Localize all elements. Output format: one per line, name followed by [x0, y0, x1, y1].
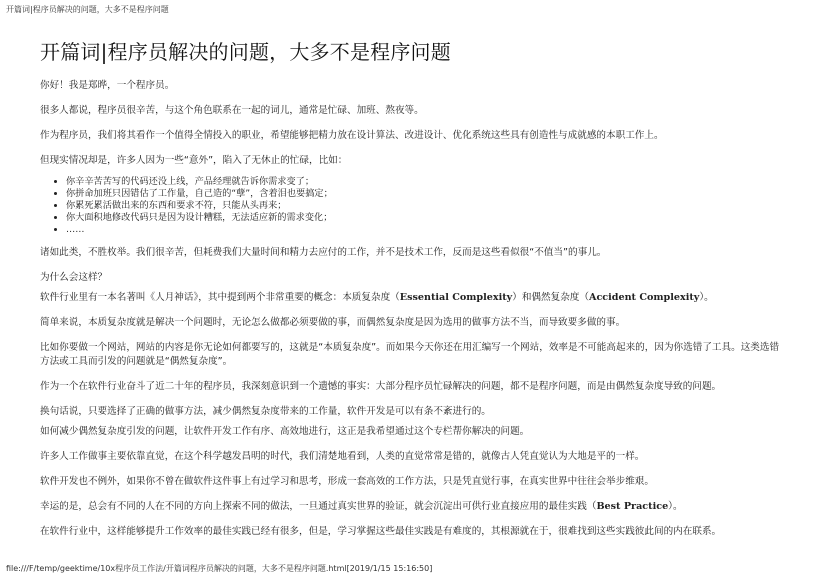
- paragraph-simple: 简单来说，本质复杂度就是解决一个问题时，无论怎么做都必须要做的事，而偶然复杂度是因为选用的做事方法不当，而导致要多做的事。: [40, 317, 626, 328]
- text-segment: ）和偶然复杂度（: [512, 292, 589, 303]
- paragraph-example: 比如你要做一个网站，网站的内容是你无论如何都要写的，这就是“本质复杂度”。而如果今天你还在用汇编写一个网站，效率是不可能高起来的，因为你选错了工具。这类选错方法或工具而引发的问题就是“偶然复杂度”。: [40, 342, 780, 367]
- list-item: • 你拼命加班只因错估了工作量，自己造的“孽”，含着泪也要搞定；: [66, 188, 780, 200]
- paragraph-how: 如何减少偶然复杂度引发的问题，让软件开发工作有序、高效地进行，这正是我希望通过这个专栏帮你解决的问题。: [40, 426, 530, 437]
- paragraph-lucky: [40, 500, 780, 514]
- text-segment: 幸运的是，总会有不同的人在不同的方向上探索不同的做法，一旦通过真实世界的验证，就会沉淀出可供行业直接应用的最佳实践（: [40, 501, 597, 512]
- article-title: 开篇词|程序员解决的问题，大多不是程序问题: [40, 40, 451, 64]
- text-segment: 软件行业里有一本名著叫《人月神话》，其中提到两个非常重要的概念：本质复杂度（: [40, 292, 400, 303]
- paragraph-industry: 在软件行业中，这样能够提升工作效率的最佳实践已经有很多，但是，学习掌握这些最佳实践是有难度的，其根源就在于，很难找到这些实践彼此间的内在联系。: [40, 526, 722, 537]
- list-item: • 你累死累活做出来的东西和要求不符，只能从头再来；: [66, 200, 780, 212]
- paragraph-reality: 但现实情况却是，许多人因为一些“意外”，陷入了无休止的忙碌，比如：: [40, 155, 348, 166]
- paragraph-dev-same: 软件开发也不例外，如果你不曾在做软件这件事上有过学习和思考，形成一套高效的工作方法，只是凭直觉行事，在真实世界中往往会举步维艰。: [40, 476, 654, 487]
- paragraph-twenty-years: 作为一个在软件行业奋斗了近二十年的程序员，我深刻意识到一个遗憾的事实：大部分程序员忙碌解决的问题，都不是程序问题，而是由偶然复杂度导致的问题。: [40, 381, 722, 392]
- accident-list: [40, 176, 780, 236]
- term-best-practice: Best Practice: [596, 501, 669, 512]
- list-item: • ……: [66, 224, 780, 236]
- paragraph-why: 为什么会这样？: [40, 272, 108, 283]
- text-segment: ）。: [668, 501, 683, 512]
- paragraph-other-words: 换句话说，只要选择了正确的做事方法，减少偶然复杂度带来的工作量，软件开发是可以有条不紊进行的。: [40, 406, 491, 417]
- article: [40, 36, 780, 550]
- list-item: • 你大面积地修改代码只是因为设计糟糕，无法适应新的需求变化；: [66, 212, 780, 224]
- paragraph-mythical-man-month: [40, 291, 780, 305]
- list-item: • 你辛辛苦苦写的代码还没上线，产品经理就告诉你需求变了；: [66, 176, 780, 188]
- term-accident-complexity: Accident Complexity: [589, 292, 700, 303]
- paragraph-hardship: 很多人都说，程序员很辛苦，与这个角色联系在一起的词儿，通常是忙碌、加班、熬夜等。: [40, 105, 424, 116]
- print-footer: file:///F/temp/geektime/10x程序员工作法/开篇词程序员解决的问题，大多不是程序问题.html[2019/1/15 15:16:50]: [6, 564, 433, 573]
- paragraph-greeting: 你好！我是郑晔，一个程序员。: [40, 80, 175, 91]
- term-essential-complexity: Essential Complexity: [399, 292, 513, 303]
- print-header: 开篇词|程序员解决的问题，大多不是程序问题: [6, 5, 169, 14]
- paragraph-career: 作为程序员，我们将其看作一个值得全情投入的职业，希望能够把精力放在设计算法、改进设计、优化系统这些具有创造性与成就感的本职工作上。: [40, 130, 664, 141]
- text-segment: ）。: [699, 292, 714, 303]
- paragraph-such-as: 诸如此类，不胜枚举。我们很辛苦，但耗费我们大量时间和精力去应付的工作，并不是技术工作，反而是这些看似很“不值当”的事儿。: [40, 247, 607, 258]
- paragraph-intuition: 许多人工作做事主要依靠直觉，在这个科学越发昌明的时代，我们清楚地看到，人类的直觉常常是错的，就像古人凭直觉认为大地是平的一样。: [40, 451, 645, 462]
